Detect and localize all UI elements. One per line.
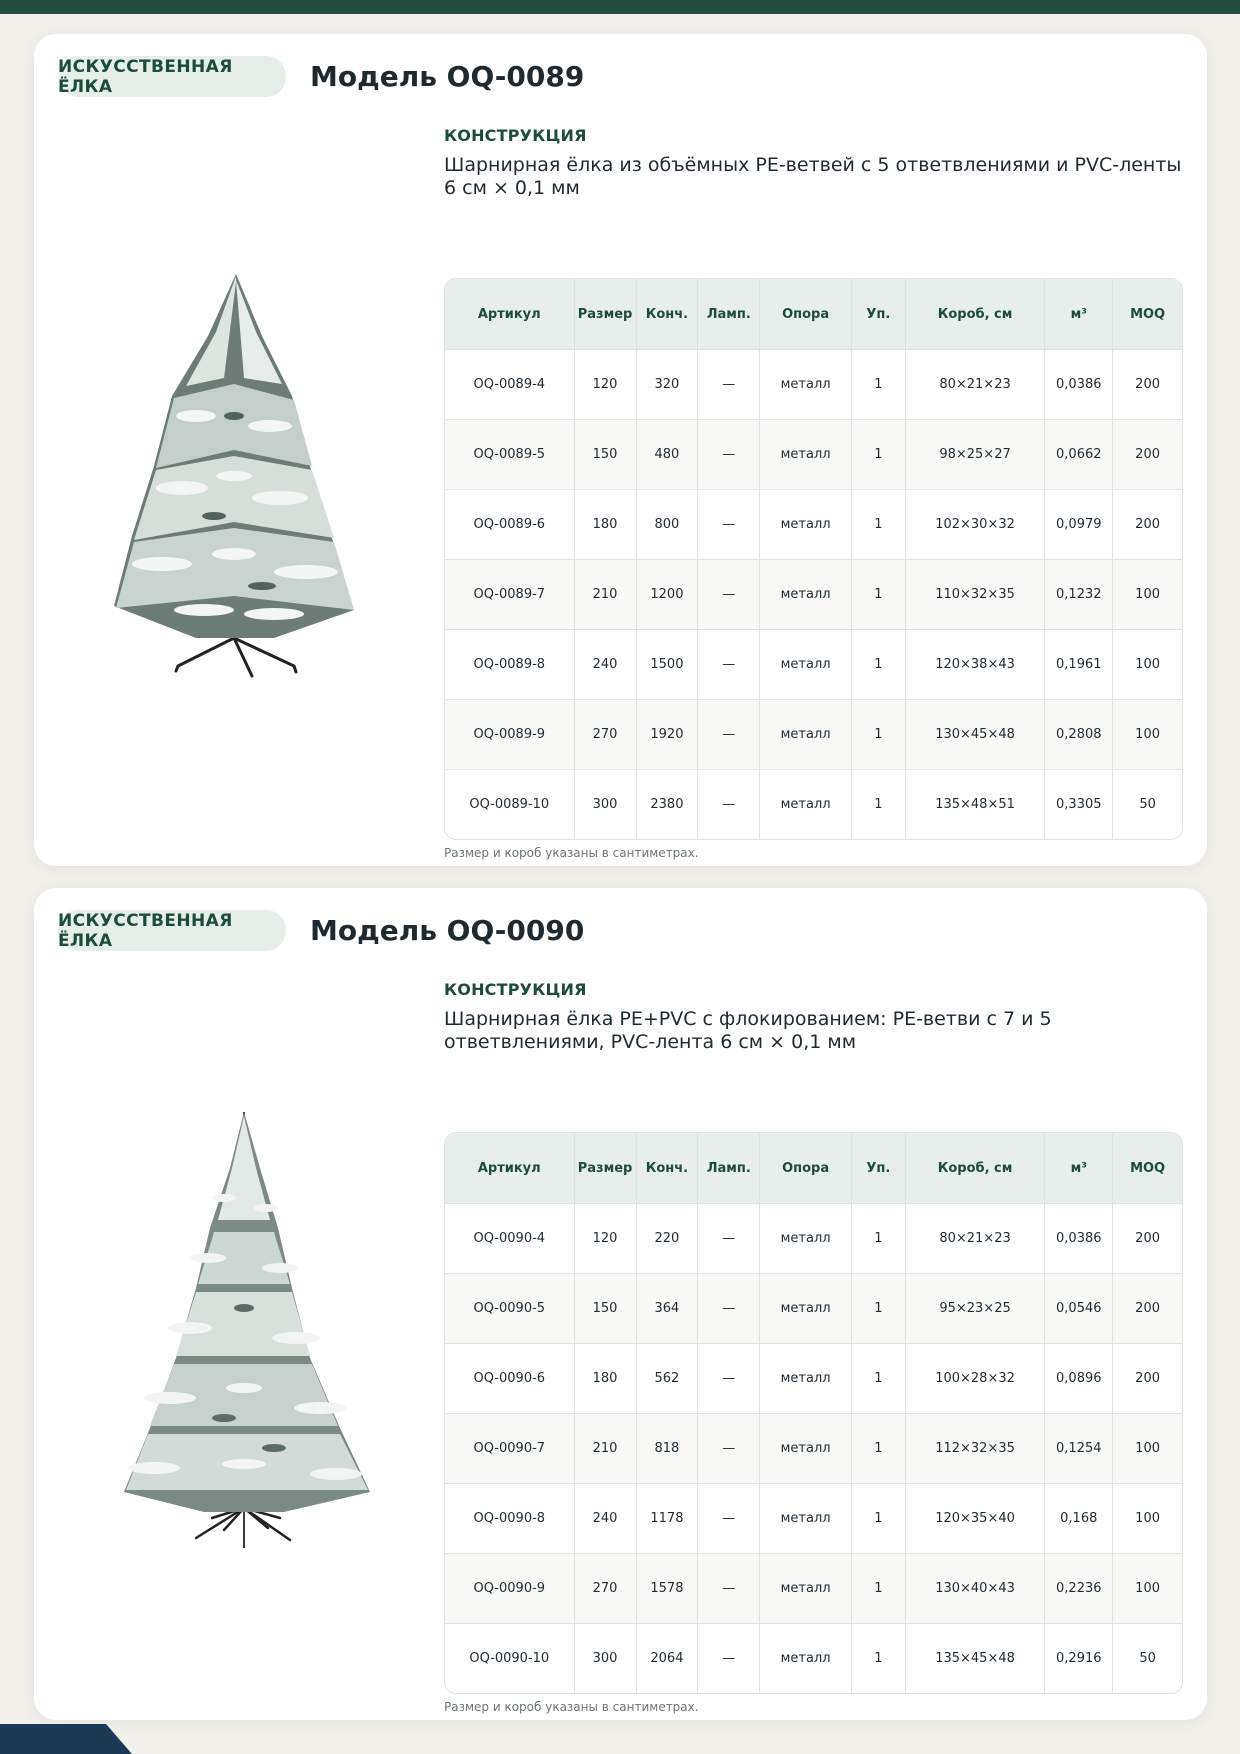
cell-stand: металл (760, 1553, 852, 1623)
cell-article: OQ-0089-9 (445, 699, 575, 769)
cell-tips: 2380 (637, 769, 699, 839)
cell-volume: 0,0896 (1045, 1343, 1113, 1413)
cell-stand: металл (760, 559, 852, 629)
col-lamps: Ламп. (698, 1133, 760, 1203)
cell-moq: 200 (1113, 1203, 1182, 1273)
cell-tips: 1920 (637, 699, 699, 769)
cell-size: 120 (575, 1203, 637, 1273)
cell-article: OQ-0090-7 (445, 1413, 575, 1483)
cell-lamps: — (698, 1203, 760, 1273)
cell-moq: 100 (1113, 559, 1182, 629)
cell-moq: 200 (1113, 349, 1182, 419)
cell-size: 210 (575, 1413, 637, 1483)
cell-article: OQ-0090-6 (445, 1343, 575, 1413)
cell-size: 300 (575, 769, 637, 839)
corner-decoration (0, 1724, 132, 1754)
col-article: Артикул (445, 1133, 575, 1203)
product-title: Модель OQ-0089 (310, 60, 585, 93)
cell-moq: 200 (1113, 1273, 1182, 1343)
cell-lamps: — (698, 769, 760, 839)
table-row (445, 1413, 1182, 1483)
cell-tips: 800 (637, 489, 699, 559)
cell-tips: 480 (637, 419, 699, 489)
cell-moq: 50 (1113, 1623, 1182, 1693)
cell-lamps: — (698, 1553, 760, 1623)
cell-size: 150 (575, 1273, 637, 1343)
product-image (84, 1108, 404, 1558)
cell-lamps: — (698, 419, 760, 489)
product-title: Модель OQ-0090 (310, 914, 585, 947)
construction-description: Шарнирная ёлка из объёмных PE-ветвей с 5 ответвлениями и PVC-ленты 6 см × 0,1 мм (444, 154, 1182, 199)
cell-box: 120×35×40 (906, 1483, 1046, 1553)
table-row (445, 629, 1182, 699)
cell-lamps: — (698, 1483, 760, 1553)
product-card (34, 34, 1207, 866)
cell-stand: металл (760, 1623, 852, 1693)
cell-article: OQ-0089-4 (445, 349, 575, 419)
col-moq: MOQ (1113, 279, 1182, 349)
cell-lamps: — (698, 489, 760, 559)
cell-box: 112×32×35 (906, 1413, 1046, 1483)
cell-volume: 0,0386 (1045, 1203, 1113, 1273)
col-box: Короб, см (906, 1133, 1046, 1203)
cell-volume: 0,0979 (1045, 489, 1113, 559)
cell-article: OQ-0090-8 (445, 1483, 575, 1553)
cell-box: 130×45×48 (906, 699, 1046, 769)
cell-moq: 200 (1113, 489, 1182, 559)
cell-pack: 1 (852, 699, 906, 769)
cell-volume: 0,3305 (1045, 769, 1113, 839)
cell-moq: 100 (1113, 1413, 1182, 1483)
cell-stand: металл (760, 1343, 852, 1413)
spec-table (444, 278, 1183, 840)
table-footnote: Размер и короб указаны в сантиметрах. (444, 1700, 699, 1714)
product-card (34, 888, 1207, 1720)
cell-box: 80×21×23 (906, 349, 1046, 419)
cell-box: 100×28×32 (906, 1343, 1046, 1413)
cell-box: 120×38×43 (906, 629, 1046, 699)
cell-lamps: — (698, 559, 760, 629)
cell-pack: 1 (852, 559, 906, 629)
col-stand: Опора (760, 279, 852, 349)
cell-moq: 100 (1113, 1553, 1182, 1623)
cell-tips: 220 (637, 1203, 699, 1273)
cell-volume: 0,2808 (1045, 699, 1113, 769)
cell-stand: металл (760, 629, 852, 699)
spec-table (444, 1132, 1183, 1694)
cell-moq: 200 (1113, 419, 1182, 489)
cell-pack: 1 (852, 629, 906, 699)
cell-stand: металл (760, 419, 852, 489)
table-row (445, 489, 1182, 559)
cell-article: OQ-0090-9 (445, 1553, 575, 1623)
cell-article: OQ-0090-5 (445, 1273, 575, 1343)
cell-volume: 0,0662 (1045, 419, 1113, 489)
cell-pack: 1 (852, 419, 906, 489)
cell-lamps: — (698, 349, 760, 419)
cell-tips: 320 (637, 349, 699, 419)
cell-lamps: — (698, 629, 760, 699)
cell-stand: металл (760, 699, 852, 769)
cell-tips: 1578 (637, 1553, 699, 1623)
cell-box: 110×32×35 (906, 559, 1046, 629)
cell-size: 270 (575, 699, 637, 769)
flocked-tree-illustration (84, 266, 404, 692)
cell-article: OQ-0089-10 (445, 769, 575, 839)
cell-stand: металл (760, 489, 852, 559)
cell-box: 135×48×51 (906, 769, 1046, 839)
cell-article: OQ-0089-7 (445, 559, 575, 629)
cell-tips: 562 (637, 1343, 699, 1413)
cell-stand: металл (760, 1413, 852, 1483)
cell-article: OQ-0090-4 (445, 1203, 575, 1273)
table-header-row (445, 1133, 1182, 1203)
cell-lamps: — (698, 699, 760, 769)
category-badge: ИСКУССТВЕННАЯ ЁЛКА (58, 910, 286, 951)
cell-volume: 0,2916 (1045, 1623, 1113, 1693)
cell-volume: 0,0546 (1045, 1273, 1113, 1343)
col-pack: Уп. (852, 1133, 906, 1203)
cell-article: OQ-0090-10 (445, 1623, 575, 1693)
table-row (445, 419, 1182, 489)
product-image (84, 266, 404, 692)
cell-volume: 0,168 (1045, 1483, 1113, 1553)
cell-volume: 0,1232 (1045, 559, 1113, 629)
cell-box: 130×40×43 (906, 1553, 1046, 1623)
cell-stand: металл (760, 1483, 852, 1553)
cell-pack: 1 (852, 1413, 906, 1483)
table-header-row (445, 279, 1182, 349)
cell-pack: 1 (852, 769, 906, 839)
cell-size: 180 (575, 1343, 637, 1413)
cell-stand: металл (760, 1203, 852, 1273)
cell-pack: 1 (852, 349, 906, 419)
cell-moq: 200 (1113, 1343, 1182, 1413)
col-volume: м³ (1045, 1133, 1113, 1203)
cell-tips: 1500 (637, 629, 699, 699)
cell-pack: 1 (852, 1553, 906, 1623)
cell-article: OQ-0089-5 (445, 419, 575, 489)
cell-pack: 1 (852, 1203, 906, 1273)
col-size: Размер (575, 1133, 637, 1203)
cell-size: 240 (575, 1483, 637, 1553)
flocked-tree-illustration (84, 1108, 404, 1558)
table-row (445, 559, 1182, 629)
section-label: КОНСТРУКЦИЯ (444, 126, 587, 145)
cell-box: 80×21×23 (906, 1203, 1046, 1273)
col-stand: Опора (760, 1133, 852, 1203)
col-moq: MOQ (1113, 1133, 1182, 1203)
cell-box: 98×25×27 (906, 419, 1046, 489)
table-row (445, 349, 1182, 419)
col-tips: Конч. (637, 279, 699, 349)
cell-stand: металл (760, 349, 852, 419)
cell-moq: 50 (1113, 769, 1182, 839)
cell-pack: 1 (852, 1483, 906, 1553)
col-article: Артикул (445, 279, 575, 349)
section-label: КОНСТРУКЦИЯ (444, 980, 587, 999)
cell-stand: металл (760, 769, 852, 839)
table-row (445, 1483, 1182, 1553)
col-volume: м³ (1045, 279, 1113, 349)
table-row (445, 769, 1182, 839)
category-badge: ИСКУССТВЕННАЯ ЁЛКА (58, 56, 286, 97)
cell-tips: 818 (637, 1413, 699, 1483)
cell-moq: 100 (1113, 1483, 1182, 1553)
col-lamps: Ламп. (698, 279, 760, 349)
col-box: Короб, см (906, 279, 1046, 349)
cell-tips: 2064 (637, 1623, 699, 1693)
cell-pack: 1 (852, 1273, 906, 1343)
cell-size: 180 (575, 489, 637, 559)
cell-volume: 0,1254 (1045, 1413, 1113, 1483)
table-row (445, 1623, 1182, 1693)
construction-description: Шарнирная ёлка PE+PVC с флокированием: PE-ветви с 7 и 5 ответвлениями, PVC-лента 6 см × 0,1 мм (444, 1008, 1052, 1053)
table-row (445, 1203, 1182, 1273)
cell-box: 135×45×48 (906, 1623, 1046, 1693)
cell-tips: 1178 (637, 1483, 699, 1553)
col-tips: Конч. (637, 1133, 699, 1203)
cell-size: 120 (575, 349, 637, 419)
cell-tips: 364 (637, 1273, 699, 1343)
cell-article: OQ-0089-8 (445, 629, 575, 699)
table-row (445, 1273, 1182, 1343)
cell-volume: 0,0386 (1045, 349, 1113, 419)
cell-tips: 1200 (637, 559, 699, 629)
cell-size: 150 (575, 419, 637, 489)
cell-box: 102×30×32 (906, 489, 1046, 559)
cell-size: 270 (575, 1553, 637, 1623)
col-size: Размер (575, 279, 637, 349)
cell-article: OQ-0089-6 (445, 489, 575, 559)
cell-lamps: — (698, 1623, 760, 1693)
table-footnote: Размер и короб указаны в сантиметрах. (444, 846, 699, 860)
top-accent-bar (0, 0, 1240, 14)
cell-lamps: — (698, 1413, 760, 1483)
cell-moq: 100 (1113, 699, 1182, 769)
cell-size: 300 (575, 1623, 637, 1693)
cell-volume: 0,1961 (1045, 629, 1113, 699)
cell-lamps: — (698, 1273, 760, 1343)
col-pack: Уп. (852, 279, 906, 349)
cell-lamps: — (698, 1343, 760, 1413)
cell-size: 210 (575, 559, 637, 629)
cell-moq: 100 (1113, 629, 1182, 699)
table-row (445, 1343, 1182, 1413)
cell-box: 95×23×25 (906, 1273, 1046, 1343)
cell-pack: 1 (852, 1623, 906, 1693)
table-row (445, 1553, 1182, 1623)
cell-size: 240 (575, 629, 637, 699)
cell-pack: 1 (852, 1343, 906, 1413)
cell-stand: металл (760, 1273, 852, 1343)
table-row (445, 699, 1182, 769)
cell-volume: 0,2236 (1045, 1553, 1113, 1623)
cell-pack: 1 (852, 489, 906, 559)
